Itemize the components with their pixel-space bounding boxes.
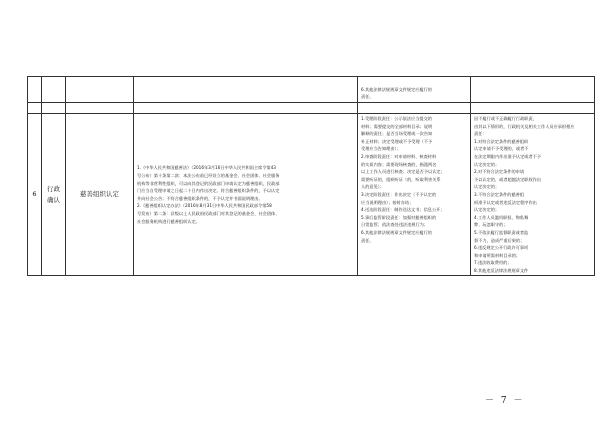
responsibility-line: 1.受理阶段责任：公示依法应当提交的: [361, 116, 432, 121]
page-number: － 7 －: [485, 396, 525, 406]
table-row-continuation: [28, 77, 595, 103]
basis-line: 号公布）第十条第二款：本法公布前已经设立的基金会、社会团体、社会服务: [137, 172, 280, 178]
table-row-item-6: [28, 114, 595, 276]
responsibility-line: 6.其他法律法规规章文件规定应履行的: [361, 229, 432, 235]
empty-cell: [28, 103, 42, 114]
table-row-spacer: [28, 103, 595, 114]
responsibility-line: 人的意见）；: [361, 184, 385, 190]
item-name: 慈善组织认定: [80, 189, 119, 198]
accountability-line: 认定决定的；: [474, 161, 500, 167]
basis-line: 机构等非营利性组织，可以向其登记的民政部门申请认定为慈善组织，民政部: [137, 180, 280, 186]
accountability-line: 认定申请不予受理的，或者不: [474, 146, 529, 152]
responsibility-line: 3.决定阶段责任：作出决定（不予认定的: [361, 191, 437, 197]
item-number-cell: [28, 114, 42, 276]
item-name-cell: [66, 114, 134, 276]
responsibility-line: 责任。: [361, 237, 374, 243]
accountability-line: 因不履行或不正确履行行政职责，: [474, 116, 537, 121]
accountability-line: 责任：: [474, 131, 487, 137]
basis-line: 门应当自受理申请之日起二十日内作出决定。符合慈善组织条件的，予以认定: [137, 188, 280, 194]
accountability-line: 3.不符合法定条件的慈善组: [474, 191, 525, 197]
empty-cell: [28, 77, 42, 103]
matter-table: [27, 76, 595, 276]
accountability-line: 5.不依法履行监督职责或者监: [474, 229, 529, 235]
accountability-line: 2.对不符合法定条件的申请: [474, 169, 525, 175]
responsibility-cell: [358, 114, 471, 276]
accountability-line: 予以认定的，或者超越法定职权作出: [474, 176, 542, 182]
basis-line: 社会服务机构进行慈善组织认定。: [137, 218, 200, 224]
text-line: 6.其他法律法规规章文件规定应履行的: [361, 86, 432, 92]
accountability-line: 8.其他违反法律法规规章文件: [474, 267, 529, 273]
basis-line: 1.《中华人民共和国慈善法》（2016年3月16日中华人民共和国主席令第43: [137, 165, 276, 171]
responsibility-line: 需要听证的，组织听证（的，听取利害关系: [361, 176, 441, 182]
basis-line: 并向社会公告；不符合慈善组织条件的，不予认定并书面说明理由。: [137, 195, 263, 201]
basis-line: 2.《慈善组织认定办法》（2016年8月31日中华人民共和国民政部令第58: [137, 203, 272, 209]
empty-cell: [134, 103, 358, 114]
accountability-line: 认定决定的；: [474, 207, 500, 213]
responsibility-line: 的实质内容；需要现场核查的，指派两名: [361, 161, 437, 167]
item-type-cell: [42, 114, 66, 276]
responsibility-line: 5.事后监管阶段责任：加强对慈善组织的: [361, 214, 437, 220]
accountability-line: 弊、玩忽职守的；: [474, 222, 508, 228]
accountability-line: 4.工作人员滥用职权、徇私舞: [474, 214, 529, 220]
empty-cell: [358, 103, 471, 114]
accountability-line: 认定决定的；: [474, 184, 500, 190]
item-type-line-1: 行政: [47, 184, 60, 193]
responsibility-cell: [358, 77, 471, 103]
empty-cell: [134, 77, 358, 103]
item-number: 6: [32, 189, 37, 198]
accountability-line: 由其以下情形的，行政机关及相关工作人员应承担相应: [474, 123, 575, 129]
responsibility-line: 应当说明理由）；按时办结；: [361, 199, 414, 205]
responsibility-line: 日常监管；依法查处违法违规行为；: [361, 222, 429, 228]
responsibility-line: 补正材料；决定受理或不予受理（不予: [361, 138, 433, 144]
responsibility-line: 2.审查阶段责任：对申请材料、核查材料: [361, 153, 437, 159]
empty-cell: [471, 103, 595, 114]
responsibility-line: 以上工作人员进行核查；决定是否予以认定；: [361, 169, 445, 175]
responsibility-line: 4.送达阶段责任：制作送达文书；信息公开；: [361, 207, 445, 213]
accountability-line: 督不力，造成严重后果的；: [474, 237, 525, 243]
responsibility-line: 材料；需要提交的全部材料目录；说明: [361, 123, 433, 129]
text-line: 责任。: [361, 94, 374, 100]
empty-cell: [66, 103, 134, 114]
empty-cell: [42, 103, 66, 114]
accountability-line: 6.违反规定公开行政许可事项: [474, 245, 529, 251]
accountability-line: 1.对符合法定条件的慈善组织: [474, 138, 529, 144]
responsibility-line: 解释的责任；是否当场受理或一次告知: [361, 131, 433, 137]
responsibility-line: 受理应当告知理由）；: [361, 146, 401, 152]
legal-basis-cell: [134, 114, 358, 276]
empty-cell: [42, 77, 66, 103]
empty-cell: [66, 77, 134, 103]
item-type-line-2: 确认: [47, 195, 60, 204]
accountability-line: 7.违法收取费用的；: [474, 260, 512, 266]
accountability-line: 织准予认定或者违反法定程序作出: [474, 199, 537, 205]
accountability-line: 和申请所需材料目录的；: [474, 252, 521, 258]
accountability-line: 在法定期限内作出准予认定或者不予: [474, 153, 542, 159]
accountability-cell: [471, 114, 595, 276]
basis-line: 号发布）第二条：县级以上人民政府民政部门对其登记的基金会、社会团体、: [137, 210, 280, 216]
empty-cell: [471, 77, 595, 103]
